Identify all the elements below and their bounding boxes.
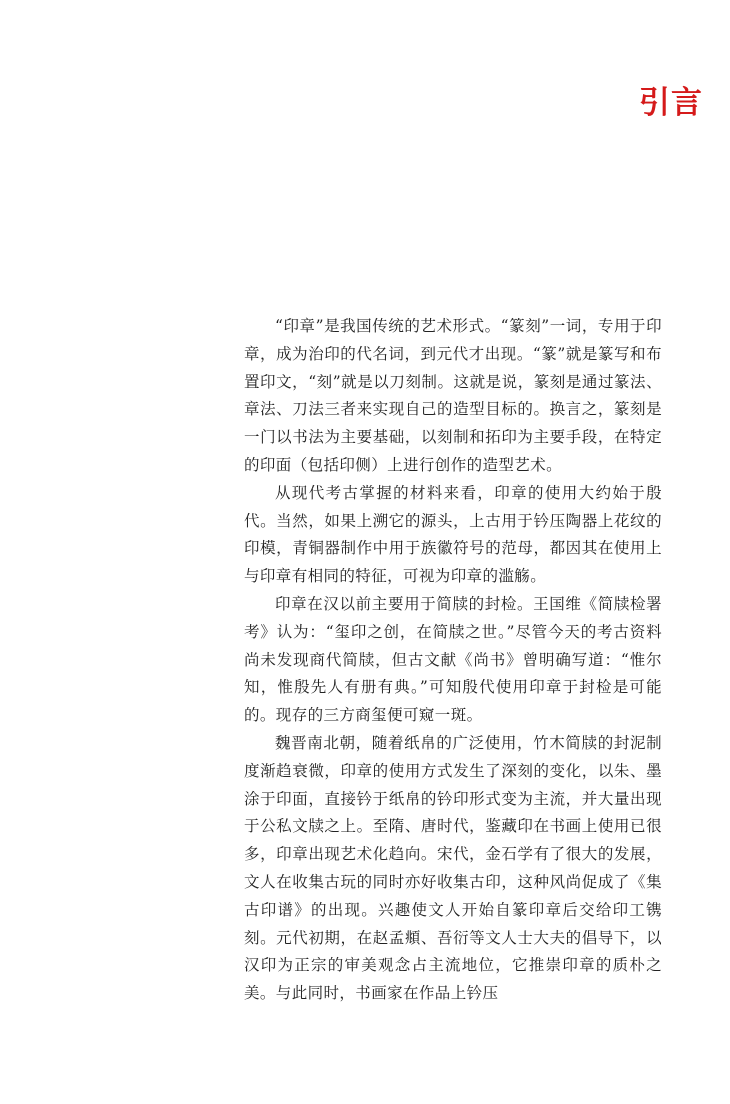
body-text [244,313,662,1008]
paragraph-1: “印章”是我国传统的艺术形式。“篆刻”一词，专用于印章，成为治印的代名词，到元代才出现。“篆”就是篆写和布置印文，“刻”就是以刀刻制。这就是说，篆刻是通过篆法、章法、刀法三者来实现自己的造型目标的。换言之，篆刻是一门以书法为主要基础，以刻制和拓印为主要手段，在特定的印面（包括印侧）上进行创作的造型艺术。 [244,317,662,474]
paragraph-2: 从现代考古掌握的材料来看，印章的使用大约始于殷代。当然，如果上溯它的源头，上古用于钤压陶器上花纹的印模，青铜器制作中用于族徽符号的范母，都因其在使用上与印章有相同的特征，可视为印章的滥觞。 [244,483,662,586]
paragraph-3: 印章在汉以前主要用于简牍的封检。王国维《简牍检署考》认为：“玺印之创，在简牍之世。”尽管今天的考古资料尚未发现商代简牍，但古文献《尚书》曾明确写道：“惟尔知，惟殷先人有册有典。”可知殷代使用印章于封检是可能的。现存的三方商玺便可窥一斑。 [244,594,662,725]
page-title: 引言 [639,85,703,121]
paragraph-4: 魏晋南北朝，随着纸帛的广泛使用，竹木简牍的封泥制度渐趋衰微，印章的使用方式发生了深刻的变化，以朱、墨涂于印面，直接钤于纸帛的钤印形式变为主流，并大量出现于公私文牍之上。至隋、唐时代，鉴藏印在书画上使用已很多，印章出现艺术化趋向。宋代，金石学有了很大的发展，文人在收集古玩的同时亦好收集古印，这种风尚促成了《集古印谱》的出现。兴趣使文人开始自篆印章后交给印工镌刻。元代初期，在赵孟頫、吾衍等文人士大夫的倡导下，以汉印为正宗的审美观念占主流地位，它推崇印章的质朴之美。与此同时，书画家在作品上钤压 [244,733,662,1003]
